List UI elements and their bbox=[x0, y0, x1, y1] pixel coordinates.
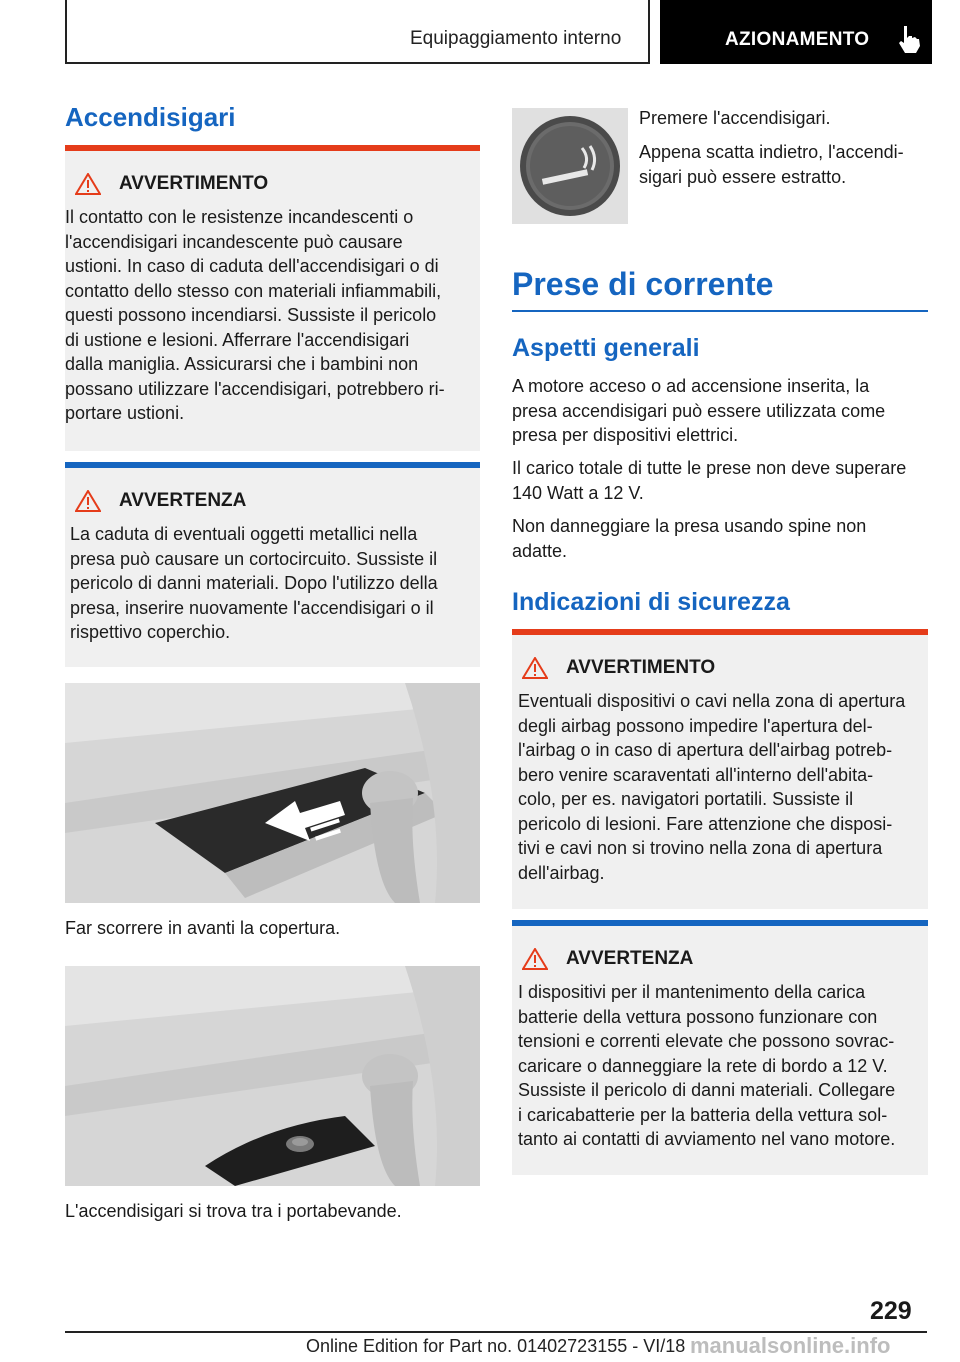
text-line: presa per dispositivi elettrici. bbox=[512, 425, 739, 445]
photo-cup-holders bbox=[65, 966, 480, 1186]
warning-label: AVVERTIMENTO bbox=[566, 657, 716, 678]
warning-body bbox=[70, 522, 480, 645]
warning-line: portare ustioni. bbox=[65, 403, 185, 423]
photo-lighter-button bbox=[512, 108, 628, 224]
warning-line: batterie della vettura possono funzionare con bbox=[518, 1006, 878, 1027]
text-line: sigari può essere estratto. bbox=[639, 166, 847, 187]
warning-line: pericolo di danni materiali. Dopo l'utilizzo della bbox=[70, 573, 438, 593]
warning-line: rispettivo coperchio. bbox=[70, 622, 231, 642]
warning-body bbox=[65, 205, 480, 426]
warning-line: tivi e cavi non si trovino nella zona di apertura bbox=[518, 838, 883, 858]
footer-watermark: manualsonline.info bbox=[690, 1333, 891, 1358]
warning-line: dalla maniglia. Assicurarsi che i bambini non bbox=[65, 354, 419, 374]
warning-header bbox=[522, 657, 715, 679]
warning-box-2 bbox=[65, 462, 480, 667]
warning-line: di ustione e lesioni. Afferrare l'accendisigari bbox=[65, 329, 410, 350]
warning-box-3 bbox=[512, 629, 928, 909]
warning-line: contatto dello stesso con materiali infiammabili, bbox=[65, 280, 442, 301]
warning-label: AVVERTENZA bbox=[119, 490, 247, 511]
warning-line: l'accendisigari incandescente può causare bbox=[65, 231, 403, 252]
warning-line: presa, inserire nuovamente l'accendisigari o il bbox=[70, 597, 434, 618]
warning-line: bero venire scaraventati all'interno dell'abita- bbox=[518, 764, 874, 785]
warning-header bbox=[522, 948, 693, 970]
text-line: Appena scatta indietro, l'accendi- bbox=[639, 142, 904, 162]
warning-line: ustioni. In caso di caduta dell'accendisigari o di bbox=[65, 256, 439, 276]
paragraph-2 bbox=[512, 456, 906, 505]
pointing-hand-icon bbox=[896, 24, 922, 54]
text-line: Il carico totale di tutte le prese non deve superare bbox=[512, 458, 907, 478]
warning-label: AVVERTENZA bbox=[566, 948, 694, 969]
warning-triangle-icon bbox=[75, 490, 101, 512]
warning-label: AVVERTIMENTO bbox=[119, 173, 269, 194]
photo-caption-1: Far scorrere in avanti la copertura. bbox=[65, 918, 341, 938]
warning-line: possano utilizzare l'accendisigari, potrebbero ri- bbox=[65, 378, 445, 399]
header-chapter-tab[interactable] bbox=[660, 0, 932, 64]
subsection-indicazioni-sicurezza: Indicazioni di sicurezza bbox=[512, 588, 790, 616]
warning-box-1 bbox=[65, 145, 480, 451]
warning-line: Eventuali dispositivi o cavi nella zona di apertura bbox=[518, 691, 906, 711]
text-line: presa accendisigari può essere utilizzata come bbox=[512, 400, 886, 421]
section-title-prese: Prese di corrente bbox=[512, 266, 774, 302]
warning-header bbox=[75, 173, 268, 195]
paragraph-1 bbox=[512, 374, 885, 448]
header-chapter-label: AZIONAMENTO bbox=[725, 29, 870, 50]
warning-line: colo, per es. navigatori portatili. Sussiste il bbox=[518, 789, 854, 809]
page-number: 229 bbox=[870, 1297, 912, 1325]
notice-bar bbox=[512, 920, 928, 926]
warning-triangle-icon bbox=[522, 657, 548, 679]
warning-box-4 bbox=[512, 920, 928, 1175]
section-title-rule bbox=[512, 310, 928, 312]
notice-bar bbox=[65, 462, 480, 468]
warning-line: Il contatto con le resistenze incandescenti o bbox=[65, 207, 414, 227]
paragraph-3 bbox=[512, 514, 866, 563]
warning-body bbox=[518, 689, 928, 885]
warning-triangle-icon bbox=[522, 948, 548, 970]
subsection-aspetti-generali: Aspetti generali bbox=[512, 334, 700, 362]
warning-triangle-icon bbox=[75, 173, 101, 195]
footer-edition: Online Edition for Part no. 01402723155 - VI/18 bbox=[306, 1336, 686, 1356]
warning-line: dell'airbag. bbox=[518, 862, 605, 883]
warning-line: tanto ai contatti di avviamento nel vano motore. bbox=[518, 1129, 896, 1149]
warning-body bbox=[518, 980, 928, 1152]
warning-line: Sussiste il pericolo di danni materiali. Collegare bbox=[518, 1080, 896, 1100]
header-rule-bottom bbox=[65, 62, 650, 64]
warning-bar bbox=[512, 629, 928, 635]
header-rule-mid bbox=[648, 0, 650, 64]
warning-line: i caricabatterie per la batteria della vettura sol- bbox=[518, 1104, 888, 1125]
warning-header bbox=[75, 490, 246, 512]
warning-line: questi possono incendiarsi. Sussiste il pericolo bbox=[65, 305, 437, 325]
warning-line: pericolo di lesioni. Fare attenzione che disposi- bbox=[518, 813, 893, 834]
warning-line: degli airbag possono impedire l'apertura del- bbox=[518, 715, 873, 736]
warning-line: La caduta di eventuali oggetti metallici nella bbox=[70, 524, 418, 544]
text-line: A motore acceso o ad accensione inserita, la bbox=[512, 376, 870, 396]
section-title-accendisigari: Accendisigari bbox=[65, 102, 236, 132]
step-text-2 bbox=[639, 140, 904, 189]
warning-line: presa può causare un cortocircuito. Sussiste il bbox=[70, 548, 438, 569]
warning-bar bbox=[65, 145, 480, 151]
step-text-1: Premere l'accendisigari. bbox=[639, 108, 831, 128]
warning-line: I dispositivi per il mantenimento della carica bbox=[518, 982, 866, 1002]
photo-sliding-cover bbox=[65, 683, 480, 903]
text-line: adatte. bbox=[512, 540, 568, 561]
text-line: Non danneggiare la presa usando spine non bbox=[512, 516, 867, 536]
warning-line: caricare o danneggiare la rete di bordo a 12 V. bbox=[518, 1055, 888, 1076]
header-rule-left bbox=[65, 0, 67, 64]
text-line: 140 Watt a 12 V. bbox=[512, 482, 644, 503]
photo-caption-2: L'accendisigari si trova tra i portabevande. bbox=[65, 1201, 402, 1221]
warning-line: tensioni e correnti elevate che possono sovrac- bbox=[518, 1031, 895, 1051]
warning-line: l'airbag o in caso di apertura dell'airbag potreb- bbox=[518, 740, 893, 760]
header-section-title: Equipaggiamento interno bbox=[410, 28, 622, 49]
